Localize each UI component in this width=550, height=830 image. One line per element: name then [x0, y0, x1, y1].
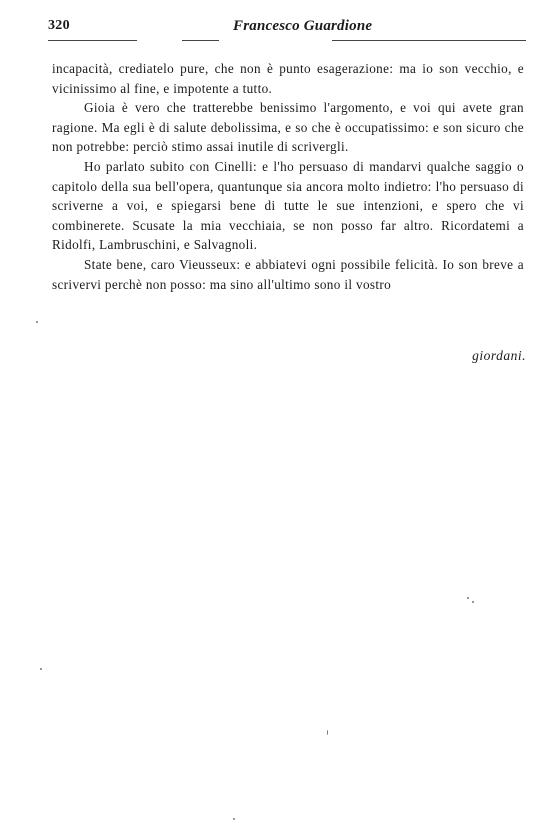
running-title: Francesco Guardione [233, 18, 373, 34]
header-rule-right [332, 40, 526, 41]
scan-speck [327, 730, 328, 735]
paragraph-2: Gioia è vero che tratterebbe benissimo l'argomento, e voi qui avete gran ragione. Ma egli è di salute debolissima, e so che è occupatissimo: e son sicuro che non potrebbe: perciò stimo assai inutile di scrivergli. [52, 100, 524, 155]
letter-body [52, 59, 524, 294]
scan-speck [36, 321, 38, 323]
scan-speck [40, 668, 42, 670]
paragraph-1: incapacità, crediatelo pure, che non è punto esagerazione: ma io son vecchio, e vicinissimo al fine, e impotente a tutto. [52, 61, 524, 96]
scan-speck [472, 601, 474, 603]
scan-speck [467, 597, 469, 599]
page-header [48, 18, 526, 44]
header-rule-middle [182, 40, 219, 41]
paragraph-4: State bene, caro Vieusseux: e abbiatevi ogni possibile felicità. Io son breve a scrivervi perchè non posso: ma sino all'ultimo sono il vostro [52, 256, 524, 292]
signature: giordani. [472, 348, 526, 363]
paragraph-3: Ho parlato subito con Cinelli: e l'ho persuaso di mandarvi qualche saggio o capitolo della sua bell'opera, quantunque sia ancora molto indietro: l'ho persuaso di scriverne a voi, e spiegarsi bene di tutte le sue intenzioni, e spero che vi combinerete. Scusate la mia vecchiaia, se non posso far altro. Ricordatemi a Ridolfi, Lambruschini, e Salvagnoli. [52, 158, 524, 253]
header-rule-left [48, 40, 137, 41]
scan-speck [233, 818, 235, 820]
page-number: 320 [48, 18, 70, 33]
